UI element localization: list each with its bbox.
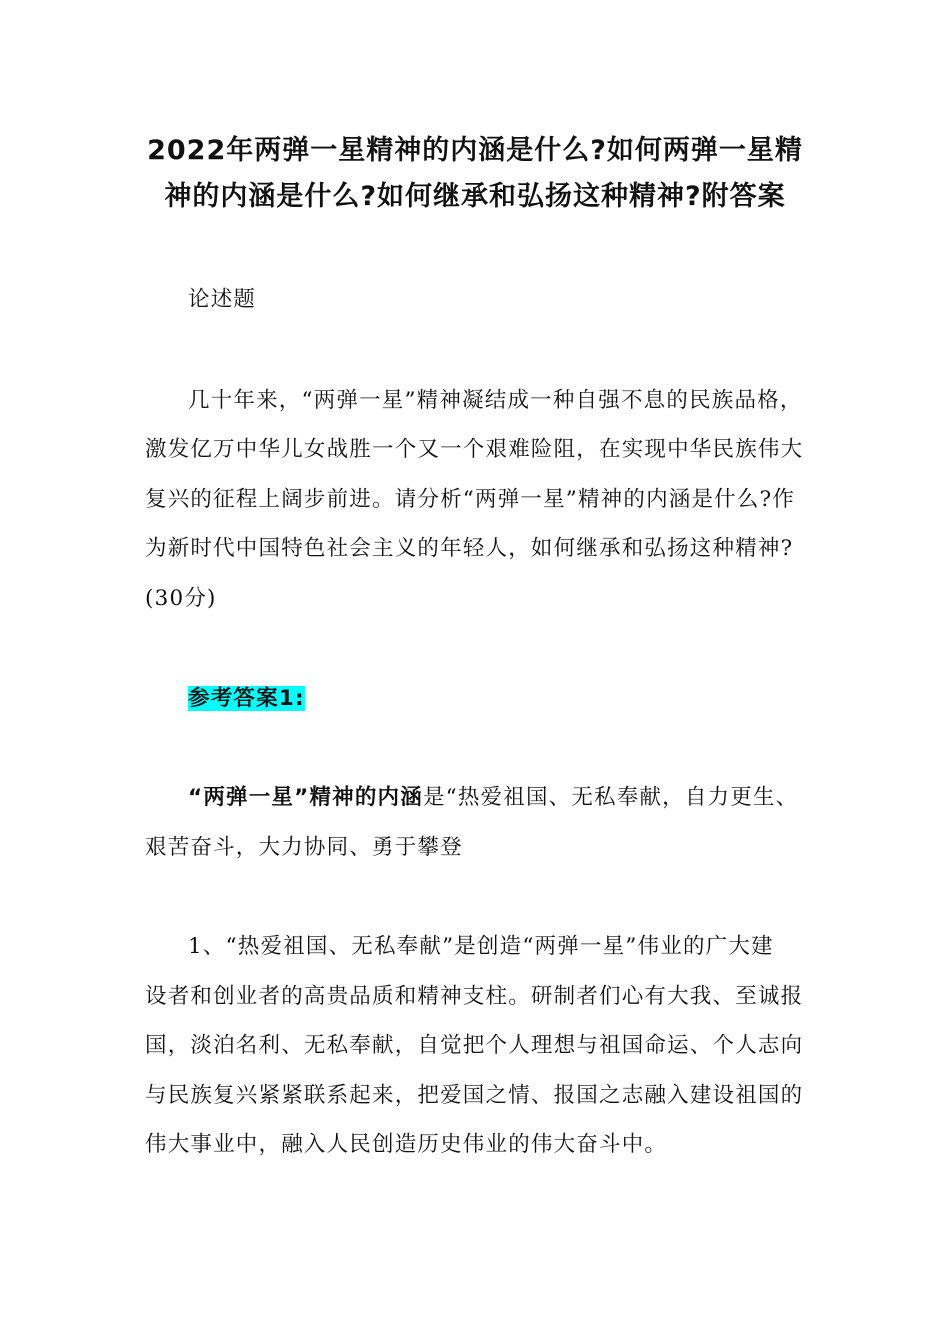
question-type: 论述题 [188, 287, 257, 312]
intro-rest-text: 是“热爱祖国、无私奉献，自力更生、 [422, 785, 799, 810]
point1-line-5: 伟大事业中，融入人民创造历史伟业的伟大奋斗中。 [145, 1132, 668, 1157]
answer-heading [188, 684, 305, 714]
point1-line-2: 设者和创业者的高贵品质和精神支柱。研制者们心有大我、至诚报 [145, 984, 804, 1009]
intro-bold-text: “两弹一星”精神的内涵 [188, 785, 423, 810]
point1-line-3: 国，淡泊名利、无私奉献，自觉把个人理想与祖国命运、个人志向 [145, 1033, 804, 1058]
question-score: (30分) [145, 586, 217, 611]
question-line-2: 激发亿万中华儿女战胜一个又一个艰难险阻，在实现中华民族伟大 [145, 437, 804, 462]
document-title [120, 128, 830, 220]
title-line-2: 神的内涵是什么?如何继承和弘扬这种精神?附答案 [164, 181, 786, 212]
title-line-1: 2022年两弹一星精神的内涵是什么?如何两弹一星精 [147, 135, 803, 166]
point1-line-1: 1、“热爱祖国、无私奉献”是创造“两弹一星”伟业的广大建 [188, 934, 774, 959]
intro-line-1 [188, 783, 798, 813]
question-line-4: 为新时代中国特色社会主义的年轻人，如何继承和弘扬这种精神? [145, 536, 794, 561]
intro-line-2: 艰苦奋斗，大力协同、勇于攀登 [145, 835, 463, 860]
point1-line-4: 与民族复兴紧紧联系起来，把爱国之情、报国之志融入建设祖国的 [145, 1083, 804, 1108]
question-line-3: 复兴的征程上阔步前进。请分析“两弹一星”精神的内涵是什么?作 [145, 487, 796, 512]
question-line-1: 几十年来，“两弹一星”精神凝结成一种自强不息的民族品格， [188, 388, 803, 413]
answer-heading-text: 参考答案1: [188, 686, 305, 711]
